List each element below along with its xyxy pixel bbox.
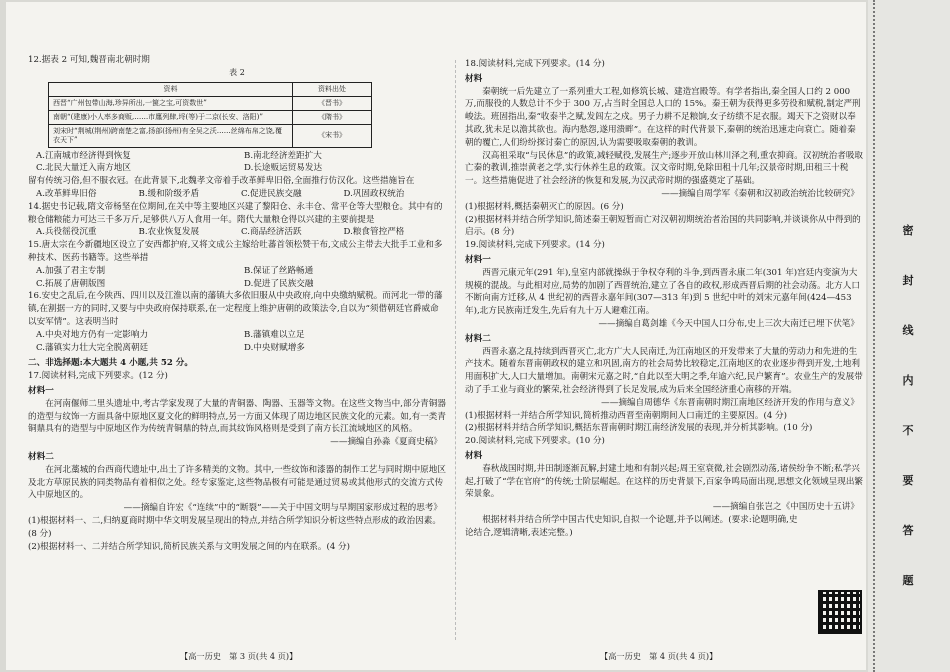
table-cell: 西晋“广州包带山海,珍异所出,一箧之宝,可资数世” [49,96,293,110]
option-b: B.缓和阶级矛盾 [138,188,200,199]
section-2-heading: 二、非选择题:本大题共 4 小题,共 52 分。 [28,358,193,369]
option-d: D.巩固政权统治 [343,188,405,199]
q19-material-2-citation: ——摘编自周德华《东晋南朝时期江南地区经济开发的作用与意义》 [601,397,859,408]
question-19-part-1: (1)根据材料一并结合所学知识,简析推动西晋至南朝期间人口南迁的主要原因。(4 分) [465,410,787,421]
q14-options [28,226,446,239]
q20-requirement: 根据材料并结合所学中国古代史知识,自拟一个论题,并予以阐述。(要求:论题明确,史论结合,逻辑清晰,表述完整。) [465,514,798,538]
q19-material-2-label: 材料二 [465,333,491,344]
option-c: C.商品经济活跃 [241,227,302,238]
option-a: A.改革鲜卑旧俗 [36,188,97,199]
table-2 [48,82,372,148]
margin-char: 不 [902,424,914,437]
q18-material-label: 材料 [465,73,483,84]
page-3-column [28,54,446,553]
margin-char: 答 [902,524,914,537]
q19-material-1-citation: ——摘编自葛剑雄《今天中国人口分布,史上三次大南迁已埋下伏笔》 [598,318,859,329]
option-b: B.南北经济差距扩大 [244,150,322,161]
page-4-footer: 【高一历史 第 4 页(共 4 页)】 [600,651,718,661]
q19-material-1-label: 材料一 [465,254,491,265]
margin-char: 线 [902,324,914,337]
option-b: B.农业恢复发展 [138,227,200,238]
page-3-footer: 【高一历史 第 3 页(共 4 页)】 [180,651,298,661]
margin-char: 题 [902,574,914,587]
question-12: 12.据表 2 可知,魏晋南北朝时期 [28,55,150,65]
q20-material-text: 春秋战国时期,井田制逐渐瓦解,封建土地和有制兴起;周王室衰微,社会剧烈动荡,诸侯纷争不断;私学兴起,打破了“学在官府”的传统;士阶层崛起。在这样的历史背景下,百家争鸣局面出现,思想文化领域呈现出繁荣景象。 [465,463,864,500]
material-1-label: 材料一 [28,385,54,396]
q12-options [28,150,446,176]
table-head-source-text: 资料 [49,82,293,96]
margin-char: 要 [902,474,914,487]
q13-options [28,188,446,201]
option-d: D.长途贩运贸易发达 [244,163,323,174]
q20-citation: ——摘编自张岂之《中国历史十五讲》 [712,502,859,513]
table-row [49,124,372,147]
margin-char: 内 [902,374,914,387]
q18-citation: ——摘编自周学军《秦朝和汉初政治统治比较研究》 [661,188,859,199]
margin-char: 密 [902,224,914,237]
question-18-part-2: (2)根据材料并结合所学知识,简述秦王朝短暂而亡对汉朝初期统治者治国的共同影响,并谈谈你从中得到的启示。(8 分) [465,214,861,238]
option-c: C.藩镇实力壮大完全脱离朝廷 [36,342,149,353]
option-c: C.北民大量迁入南方地区 [36,163,131,174]
qr-code-image [818,590,862,634]
option-a: A.兵役徭役沉重 [36,227,97,238]
page-4-column [465,58,863,539]
option-c: C.促进民族交融 [241,188,302,199]
table-row [49,110,372,124]
q20-material-label: 材料 [465,450,483,461]
question-16: 16.安史之乱后,在今陕西、四川以及江淮以南的藩镇大多依旧服从中央政府,向中央缴纳赋税。而河北一带的藩镇,在割据一方的同时,又要与中央政府保持联系,在一定程度上维护唐朝的政策法令,自以为“须借朝廷官爵威命以安军情”。这表明当时 [28,291,443,327]
material-1-text: 在河南偃师二里头遗址中,考古学家发现了大量的青铜器、陶器、玉器等文物。在这些文物当中,部分青铜器的造型与纹饰一方面具备中原地区夏文化的鲜明特点,另一方面又体现了周边地区民族文化的元素。如,有一类青铜鼎具有的造型与中原地区作为传统青铜鼎的特点,而其纹饰风格则是受到了南方长江流域地区的风格。 [28,398,446,435]
question-18-part-1: (1)根据材料,概括秦朝灭亡的原因。(6 分) [465,201,624,212]
binding-dotted-line [873,0,879,672]
option-d: D.促进了民族交融 [244,278,314,289]
option-d: D.粮食管控严格 [343,227,405,238]
material-2-citation: ——摘编自许宏《“连续”中的“断裂”——关于中国文明与早期国家形成过程的思考》 [123,503,442,514]
q18-material-text-1: 秦朝统一后先建立了一系列重大工程,如修筑长城、建造宫殿等。有学者指出,秦全国人口约 2 000 万,而服役的人数总计不少于 300 万,占当时全国总人口的 15%。秦王朝为获得更多劳役和赋税,制定严刑峻法。班固指出,秦“收泰半之赋,发闾左之戍。男子力耕不足粮饷,女子纺绩不足衣服。竭天下之资财以奉其政,犹未足以澹其欲也。海内愁怨,遂用溃畔”。在这样的时代背景下,秦朝的统治迅速走向衰亡。随着秦朝的覆亡,人们纷纷探讨秦亡的原因,认为需要吸取秦朝的教训。 [465,86,861,148]
option-a: A.中央对地方仍有一定影响力 [36,329,149,340]
option-d: D.中央财赋增多 [244,342,305,353]
table-cell: 南朝“(建康)小人率多商贩,……市廛列肆,埒(等)于二京(长安、洛阳)” [49,110,293,124]
option-a: A.江南城市经济得到恢复 [36,150,131,161]
question-19: 19.阅读材料,完成下列要求。(14 分) [465,240,605,251]
margin-char: 封 [902,274,914,287]
option-b: B.保证了丝路畅通 [244,265,314,276]
q19-material-2-text: 西晋永嘉之乱持续到西晋灭亡,北方广大人民南迁,为江南地区的开发带来了大量的劳动力和先进的生产技术。随着东晋南朝政权的建立和巩固,南方的社会局势比较稳定,江南地区的农业逐步得到开发,土地利用面积扩大,人口大量增加。南朝宋元嘉之时,“自此以至大明之季,年逾六纪,民户繁育”。农业生产的发展带动了手工业与商业的繁荣,社会经济得到了长足发展,成为后来全国经济重心南移的开端。 [465,346,863,395]
table-cell: 《隋书》 [293,110,372,124]
question-17-part-2: (2)根据材料一、二并结合所学知识,简析民族关系与文明发展之间的内在联系。(4 分) [28,541,350,552]
table-head-source: 资料出处 [293,82,372,96]
material-2-text: 在河北藁城的台西商代遗址中,出土了许多精美的文物。其中,一些纹饰和漆器的制作工艺与同时期中原地区及北方草原民族的同类物品有着相似之处。经专家鉴定,这些物品极有可能是通过贸易或其他形式的交流方式传入中原地区的。 [28,464,446,501]
table-cell: 刘宋时“荆城(荆州)跨南楚之富,扬部(扬州)有全吴之沃……丝绵布帛之饶,覆衣天下” [49,124,293,147]
question-19-part-2: (2)根据材料并结合所学知识,概括东晋南朝时期江南经济发展的表现,并分析其影响。(10 分) [465,423,813,434]
question-13 [28,175,446,188]
question-15: 15.唐太宗在今新疆地区设立了安西都护府,又将文成公主嫁给吐蕃首领松赞干布,文成公主带去大批手工业和多种技术、医药书籍等。这些举措 [28,240,443,263]
table-row [49,96,372,110]
q19-material-1-text: 西晋元康元年(291 年),皇室内部就操纵于争权夺利的斗争,到西晋永康二年(301 年)宫廷内变演为大规模的混战。与此相对应,局势的加剧了西晋统治,建立了各自的政权,形成西晋后期的社会动荡。北方人口不断向南方迁移,从 4 世纪初的西晋永嘉年间(307—313 年)到 5 世纪中叶的刘宋元嘉年间(424—453 年),北方民族南迁发生,先后有九十万人避难江南。 [465,267,860,317]
option-c: C.拓展了唐朝版图 [36,278,106,289]
q15-options [28,265,446,291]
q18-material-text-2: 汉高祖采取“与民休息”的政策,减轻赋役,发展生产;逐步开放山林川泽之利,重农抑商。汉初统治者吸取亡秦的教训,推崇黄老之学,实行休养生息的政策。汉文帝时期,免除田租十几年;汉景帝时期,田租三十税一。这些措施促进了社会经济的恢复和发展,为汉武帝时期的强盛奠定了基础。 [465,150,863,187]
column-divider [455,60,456,640]
question-17: 17.阅读材料,完成下列要求。(12 分) [28,371,168,382]
table-2-title: 表 2 [229,67,245,77]
q16-options [28,329,446,355]
option-a: A.加强了君主专制 [36,265,106,276]
material-1-citation: ——摘编自孙淼《夏商史稿》 [330,437,442,448]
question-14: 14.据史书记载,隋文帝杨坚在位期间,在关中等主要地区兴建了黎阳仓、永丰仓、常平仓等大型粮仓。其中有的粮仓储粮能力可达三千多万斤,足够供八万人食用一年。隋代大量粮仓得以兴建的主要前提是 [28,201,443,225]
question-18: 18.阅读材料,完成下列要求。(14 分) [465,59,605,69]
question-17-part-1: (1)根据材料一、二,归纳夏商时期中华文明发展呈现出的特点,并结合所学知识分析这些特点形成的政治因素。(8 分) [28,515,441,539]
option-b: B.藩镇难以立足 [244,329,305,340]
question-13-text: 留有传统习俗,但不服衣冠。在此背景下,北魏孝文帝着手改革鲜卑旧俗,全面推行仿汉化。这些措施旨在 [28,176,415,187]
table-cell: 《晋书》 [293,96,372,110]
material-2-label: 材料二 [28,451,54,462]
table-cell: 《宋书》 [293,124,372,147]
question-20: 20.阅读材料,完成下列要求。(10 分) [465,436,605,447]
